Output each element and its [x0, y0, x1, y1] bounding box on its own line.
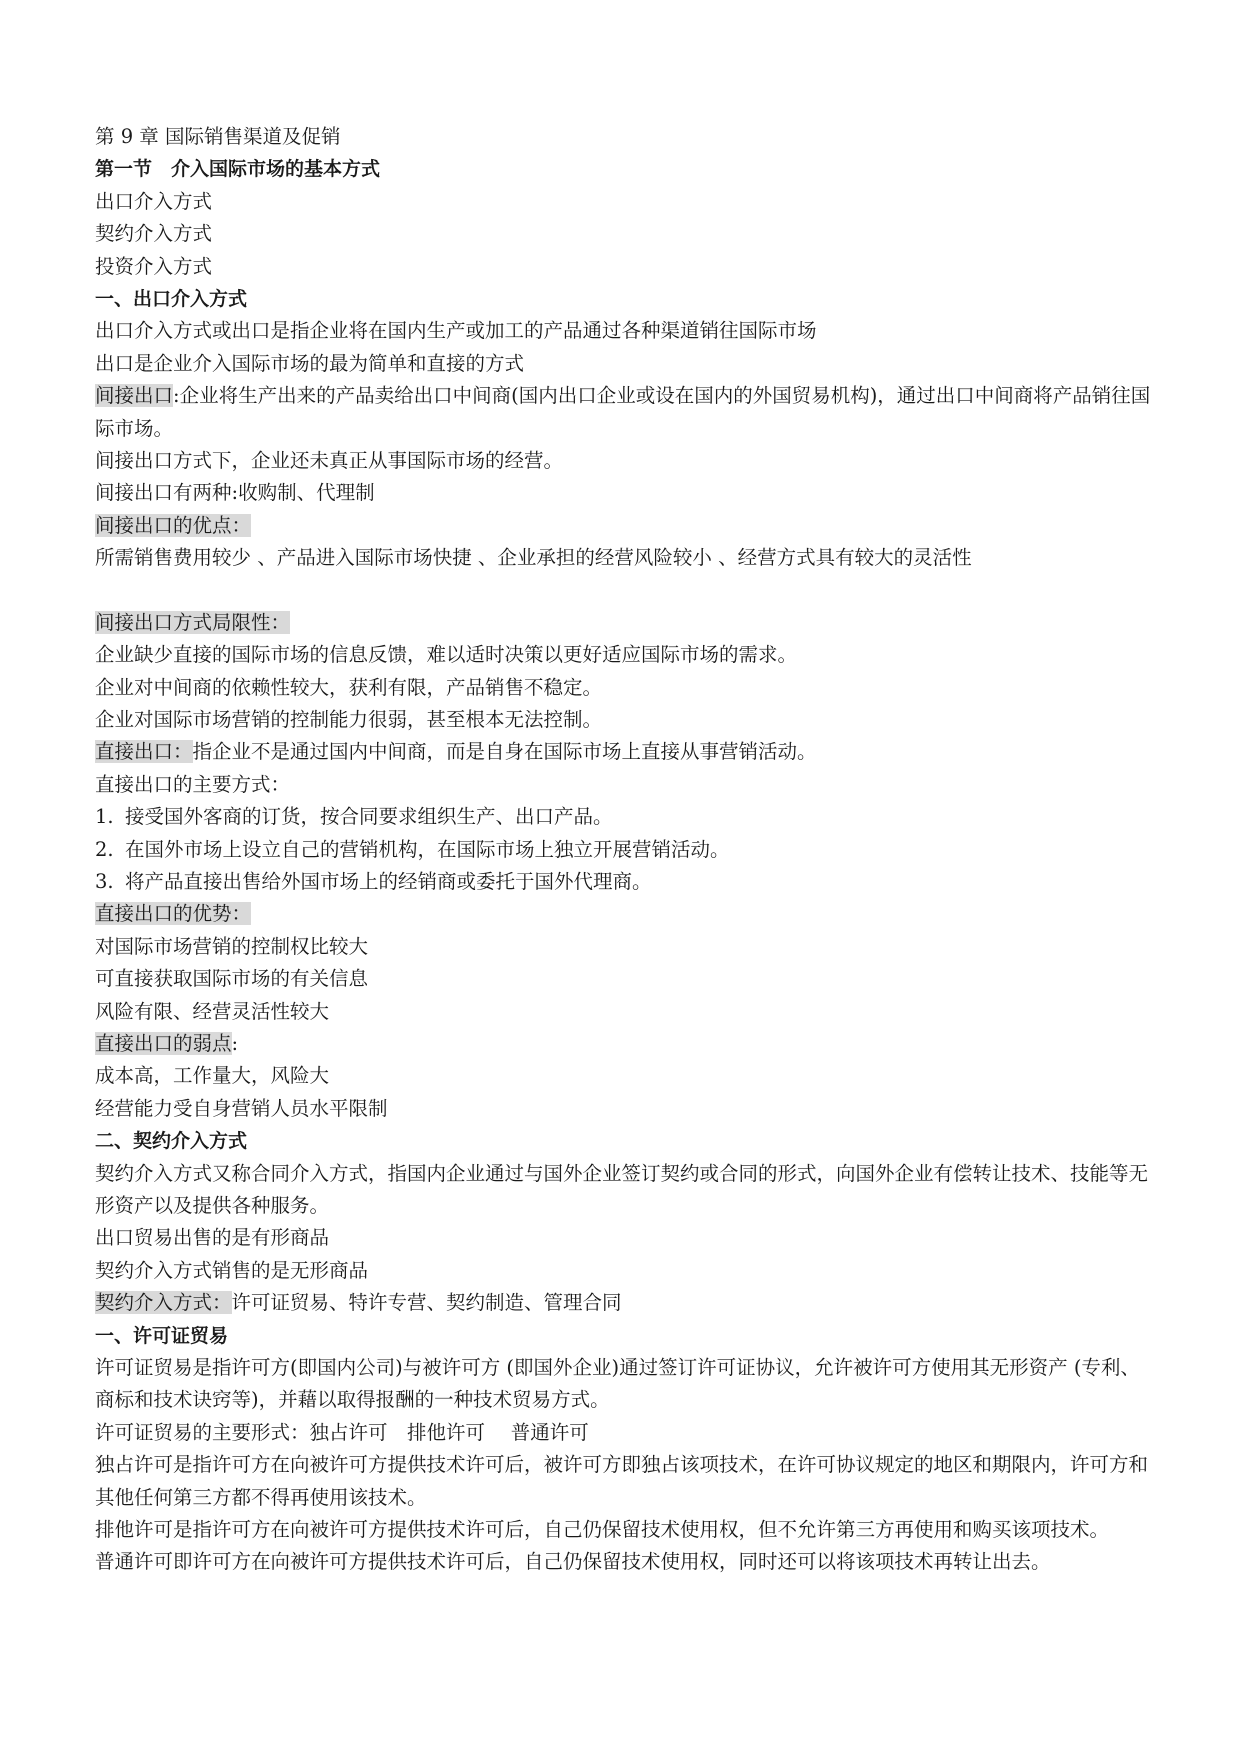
paragraph	[95, 736, 1155, 768]
item-text: 接受国外客商的订货，按合同要求组织生产、出口产品。	[125, 805, 613, 829]
highlighted-label-line	[95, 1028, 1155, 1060]
subsection-heading: 二、契约介入方式	[95, 1130, 248, 1153]
paragraph: 出口贸易出售的是有形商品	[95, 1226, 330, 1250]
paragraph	[95, 1287, 1155, 1319]
list-item: 企业对中间商的依赖性较大，获利有限，产品销售不稳定。	[95, 675, 603, 699]
numbered-item	[95, 834, 1155, 866]
subsection-heading: 一、许可证贸易	[95, 1324, 229, 1347]
subsection-heading: 一、出口介入方式	[95, 287, 248, 310]
section-heading: 第一节 介入国际市场的基本方式	[95, 158, 381, 181]
paragraph	[95, 380, 1155, 445]
item-number: 2.	[95, 837, 114, 861]
paragraph: 契约介入方式又称合同介入方式，指国内企业通过与国外企业签订契约或合同的形式，向国外企业有偿转让技术、技能等无形资产以及提供各种服务。	[95, 1161, 1149, 1217]
paragraph: 间接出口方式下，企业还未真正从事国际市场的经营。	[95, 448, 564, 472]
item-number: 3.	[95, 870, 114, 894]
list-item: 可直接获取国际市场的有关信息	[95, 967, 369, 991]
highlighted-term: 间接出口	[95, 384, 174, 408]
highlighted-term: 直接出口的弱点	[95, 1031, 232, 1055]
paragraph-text: :企业将生产出来的产品卖给出口中间商(国内出口企业或设在国内的外国贸易机构)，通过出口中间商将产品销往国际市场。	[95, 384, 1151, 440]
document-page	[95, 121, 1155, 1579]
highlighted-label-line	[95, 898, 1155, 930]
paragraph: 契约介入方式销售的是无形商品	[95, 1258, 369, 1282]
paragraph: 普通许可即许可方在向被许可方提供技术许可后，自己仍保留技术使用权，同时还可以将该项技术再转让出去。	[95, 1550, 1051, 1574]
paragraph: 所需销售费用较少 、产品进入国际市场快捷 、企业承担的经营风险较小 、经营方式具有较大的灵活性	[95, 546, 972, 570]
paragraph: 间接出口有两种:收购制、代理制	[95, 481, 375, 505]
paragraph-text: 许可证贸易、特许专营、契约制造、管理合同	[231, 1291, 622, 1315]
highlighted-term: 间接出口方式局限性：	[95, 610, 291, 634]
numbered-item	[95, 801, 1155, 833]
paragraph: 直接出口的主要方式：	[95, 772, 291, 796]
list-item: 投资介入方式	[95, 254, 213, 278]
highlighted-term: 直接出口的优势：	[95, 902, 252, 926]
highlighted-label-line	[95, 607, 1155, 639]
list-item: 企业缺少直接的国际市场的信息反馈，难以适时决策以更好适应国际市场的需求。	[95, 643, 798, 667]
paragraph-text: 指企业不是通过国内中间商，而是自身在国际市场上直接从事营销活动。	[192, 740, 817, 764]
item-text: 将产品直接出售给外国市场上的经销商或委托于国外代理商。	[125, 870, 652, 894]
list-item: 契约介入方式	[95, 222, 213, 246]
list-item: 企业对国际市场营销的控制能力很弱，甚至根本无法控制。	[95, 708, 603, 732]
list-item: 成本高，工作量大，风险大	[95, 1064, 330, 1088]
chapter-title: 第 9 章 国际销售渠道及促销	[95, 125, 341, 148]
paragraph: 许可证贸易是指许可方(即国内公司)与被许可方 (即国外企业)通过签订许可证协议，允许被许可方使用其无形资产 (专利、商标和技术诀窍等)，并藉以取得报酬的一种技术贸易方式。	[95, 1355, 1140, 1412]
paragraph: 出口介入方式或出口是指企业将在国内生产或加工的产品通过各种渠道销往国际市场	[95, 319, 817, 343]
item-text: 在国外市场上设立自己的营销机构，在国际市场上独立开展营销活动。	[125, 837, 730, 861]
numbered-item	[95, 866, 1155, 898]
colon: :	[231, 1031, 239, 1055]
paragraph: 排他许可是指许可方在向被许可方提供技术许可后，自己仍保留技术使用权，但不允许第三方再使用和购买该项技术。	[95, 1517, 1110, 1541]
list-item: 对国际市场营销的控制权比较大	[95, 934, 369, 958]
list-item: 经营能力受自身营销人员水平限制	[95, 1096, 388, 1120]
paragraph: 许可证贸易的主要形式：独占许可 排他许可 普通许可	[95, 1420, 589, 1444]
paragraph: 独占许可是指许可方在向被许可方提供技术许可后，被许可方即独占该项技术，在许可协议规定的地区和期限内，许可方和其他任何第三方都不得再使用该技术。	[95, 1453, 1149, 1509]
highlighted-term: 契约介入方式：	[95, 1291, 232, 1315]
highlighted-label-line	[95, 510, 1155, 542]
list-item: 出口介入方式	[95, 189, 213, 213]
paragraph: 出口是企业介入国际市场的最为简单和直接的方式	[95, 351, 525, 375]
list-item: 风险有限、经营灵活性较大	[95, 999, 330, 1023]
blank-line	[95, 575, 1155, 607]
highlighted-term: 间接出口的优点：	[95, 513, 252, 537]
item-number: 1.	[95, 805, 114, 829]
highlighted-term: 直接出口：	[95, 740, 193, 764]
